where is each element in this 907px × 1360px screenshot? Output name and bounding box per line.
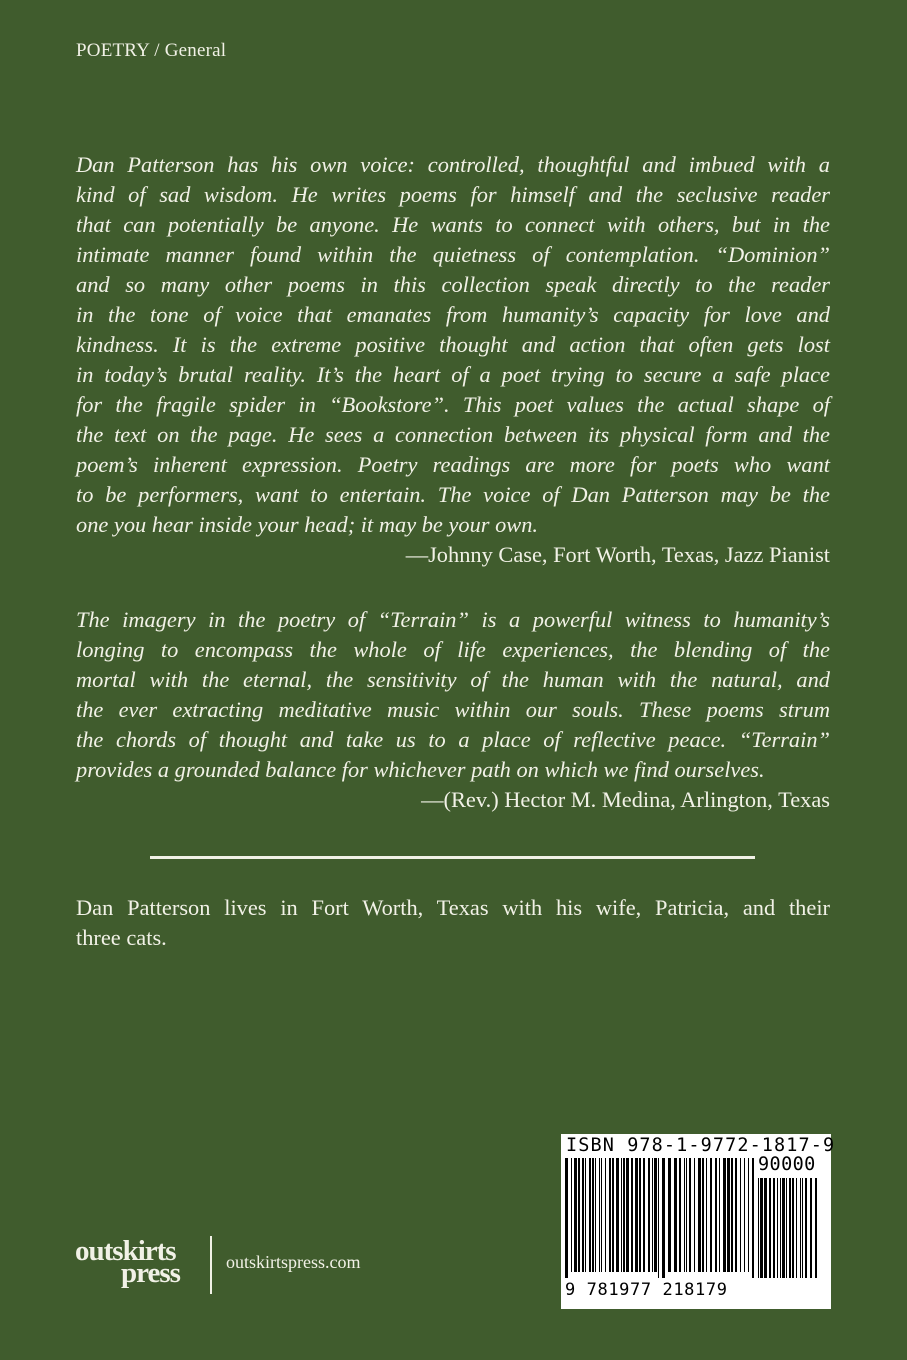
review-text-1 [76,150,830,540]
review-line: that can potentially be anyone. He wants to connect with others, but in the [76,212,830,237]
barcode-bar [815,1178,817,1278]
barcode-bar [786,1178,787,1278]
barcode-bar [592,1158,594,1272]
barcode-bar [623,1158,625,1272]
barcode-bar [796,1178,797,1278]
logo-separator [210,1236,212,1294]
review-text-2 [76,605,830,785]
barcode-bar [748,1158,749,1272]
review-line: intimate manner found within the quietness of contemplation. “Dominion” [76,242,830,267]
barcode-bar [802,1178,803,1278]
barcode-bar [710,1158,712,1272]
barcode-bar [735,1158,737,1272]
review-line: to be performers, want to entertain. The voice of Dan Patterson may be the [76,482,830,507]
review-line: in today’s brutal reality. It’s the heart of a poet trying to secure a safe place [76,362,830,387]
barcode-bar [595,1158,596,1272]
barcode-bar [648,1158,650,1272]
review-line: Dan Patterson has his own voice: controlled, thoughtful and imbued with a [76,152,830,177]
barcode-bar [612,1158,614,1272]
price-code: 90000 [758,1154,816,1175]
barcode-bar [805,1178,807,1278]
barcode-bar [601,1158,602,1272]
barcode-bar [773,1178,775,1278]
review-line: kind of sad wisdom. He writes poems for himself and the seclusive reader [76,182,830,207]
ean-barcode-bars [565,1158,755,1278]
barcode-bar [631,1158,633,1272]
barcode-bar [599,1158,600,1272]
barcode-bar [789,1178,791,1278]
barcode-bar [574,1158,577,1272]
review-line: one you hear inside your head; it may be your own. [76,512,539,537]
barcode-bar [764,1178,767,1278]
barcode-bar [758,1178,759,1278]
review-line: kindness. It is the extreme positive thought and action that often gets lost [76,332,830,357]
review-blurb-1 [76,150,830,570]
barcode-bar [719,1158,720,1272]
barcode-bar [792,1178,794,1278]
barcode-bar [694,1158,695,1272]
barcode-bar [752,1158,754,1278]
barcode-bar [589,1158,591,1272]
barcode-bar [668,1158,671,1272]
barcode-bar [715,1158,717,1272]
review-blurb-2 [76,605,830,815]
barcode-bar [780,1178,781,1278]
review-line: longing to encompass the whole of life experiences, the blending of the [76,637,830,662]
barcode-bar [740,1158,741,1272]
barcode-bar [727,1158,730,1272]
barcode-bar [609,1158,611,1272]
logo-word-press: press [121,1257,180,1289]
barcode-bar [578,1158,580,1272]
publisher-website: outskirtspress.com [226,1252,361,1272]
barcode-bar [698,1158,701,1272]
barcode-bar [810,1178,812,1278]
barcode-bar [760,1178,763,1278]
barcode-bar [731,1158,733,1272]
barcode-bar [684,1158,685,1272]
barcode-bar [679,1158,681,1272]
logo-word-outskirts: outskirts [75,1235,176,1267]
barcode-bar [582,1158,584,1272]
review-attribution-2: —(Rev.) Hector M. Medina, Arlington, Texas [421,787,830,812]
barcode-bar [605,1158,606,1272]
barcode-bar [616,1158,619,1272]
review-line: The imagery in the poetry of “Terrain” is a powerful witness to humanity’s [76,607,830,632]
addon-barcode-bars [758,1178,822,1298]
barcode-bar [658,1158,659,1278]
barcode-bar [702,1158,704,1272]
barcode-bar [639,1158,641,1272]
barcode-bar [621,1158,622,1272]
barcode-bar [652,1158,653,1272]
barcode-bar [777,1178,778,1278]
review-line: in the tone of voice that emanates from humanity’s capacity for love and [76,302,830,327]
review-line: mortal with the eternal, the sensitivity of the human with the natural, and [76,667,830,692]
barcode-bar [800,1178,801,1278]
isbn-number: ISBN 978-1-9772-1817-9 [566,1135,836,1156]
barcode-bar [674,1158,677,1272]
barcode-bar [769,1178,771,1278]
barcode-bar [706,1158,707,1272]
review-line: poem’s inherent expression. Poetry readings are more for poets who want [76,452,830,477]
bio-line: Dan Patterson lives in Fort Worth, Texas with his wife, Patricia, and their [76,895,830,920]
section-divider [150,856,755,859]
barcode-bar [565,1158,568,1278]
review-line: for the fragile spider in “Bookstore”. This poet values the actual shape of [76,392,830,417]
author-bio [76,893,830,953]
barcode-bar [585,1158,586,1272]
category-label: POETRY / General [76,40,227,61]
barcode-bar [689,1158,691,1272]
barcode-bar [626,1158,629,1272]
review-attribution-1: —Johnny Case, Fort Worth, Texas, Jazz Pianist [405,542,830,567]
review-line: the chords of thought and take us to a place of reflective peace. “Terrain” [76,727,830,752]
ean-digits: 9 781977 218179 [565,1280,728,1300]
barcode-bar [654,1158,657,1272]
isbn-barcode [561,1134,836,1309]
barcode-bar [635,1158,638,1272]
barcode-bar [686,1158,687,1272]
review-line: provides a grounded balance for whichever path on which we find ourselves. [76,757,765,782]
barcode-bar [782,1178,785,1278]
barcode-bar [744,1158,745,1272]
review-line: the ever extracting meditative music within our souls. These poems strum [76,697,830,722]
barcode-bar [662,1158,665,1278]
barcode-bar [723,1158,726,1272]
barcode-bar [571,1158,572,1272]
barcode-bar [643,1158,645,1272]
review-line: the text on the page. He sees a connection between its physical form and the [76,422,830,447]
review-line: and so many other poems in this collection speak directly to the reader [76,272,830,297]
publisher-logo [75,1236,205,1298]
bio-line: three cats. [76,925,167,950]
